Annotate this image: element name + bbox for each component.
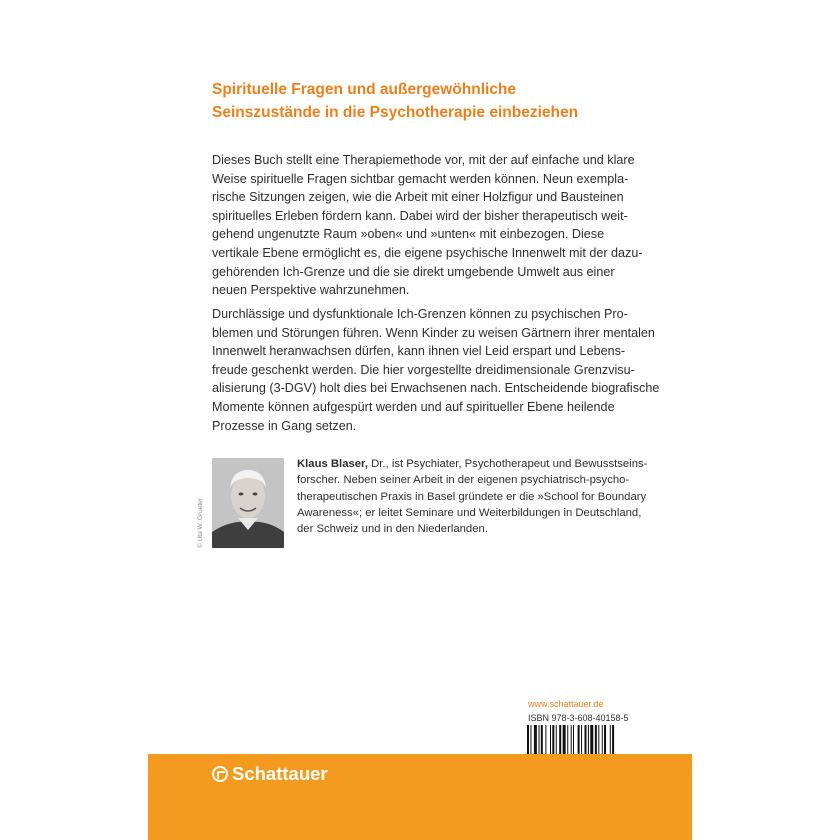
text-line: neuen Perspektive wahrzunehmen. [212, 283, 410, 298]
headline-line: Seinszustände in die Psychotherapie einbeziehen [212, 104, 579, 121]
description-paragraph-1 [212, 151, 642, 300]
text-line: Innenwelt heranwachsen dürfen, kann ihnen viel Leid erspart und Lebens- [212, 344, 626, 359]
text-line: gehörenden Ich-Grenze und die sie direkt umgebende Umwelt aus einer [212, 264, 615, 279]
bio-text: Dr., ist Psychiater, Psychotherapeut und Bewusstseins- [367, 458, 648, 470]
author-name: Klaus Blaser, [297, 458, 368, 470]
headline [212, 78, 632, 124]
publisher-logo [212, 763, 328, 785]
author-portrait-icon [212, 458, 284, 548]
bio-line: forscher. Neben seiner Arbeit in der eigenen psychiatrisch-psycho- [297, 474, 630, 487]
bio-line: Awareness«; er leitet Seminare und Weiterbildungen in Deutschland, [297, 506, 642, 519]
text-line: alisierung (3-DGV) holt dies bei Erwachsenen nach. Entscheidende biografische [212, 381, 660, 396]
text-line: freude geschenkt werden. Die hier vorgestellte dreidimensionale Grenzvisu- [212, 362, 635, 377]
text-line: vertikale Ebene ermöglicht es, die eigene psychische Innenwelt mit der dazu- [212, 245, 643, 260]
description-paragraph-2 [212, 305, 660, 435]
headline-line: Spirituelle Fragen und außergewöhnliche [212, 81, 517, 98]
bio-line: therapeutischen Praxis in Basel gründete er die »School for Boundary [297, 490, 647, 503]
text-line: gehend ungenutzte Raum »oben« und »unten« mit einbezogen. Diese [212, 227, 605, 242]
text-line: blemen und Störungen führen. Wenn Kinder zu weisen Gärtnern ihrer mentalen [212, 325, 655, 340]
publisher-website: www.schattauer.de [528, 699, 604, 709]
bio-first-line [297, 456, 648, 472]
isbn: ISBN 978-3-608-40158-5 [528, 713, 629, 723]
text-line: rische Sitzungen zeigen, wie die Arbeit mit einer Holzfigur und Bausteinen [212, 190, 624, 205]
publisher-name: Schattauer [232, 763, 328, 784]
text-line: Dieses Buch stellt eine Therapiemethode vor, mit der auf einfache und klare [212, 153, 635, 167]
barcode-icon [527, 725, 645, 755]
author-bio [297, 456, 648, 537]
text-line: Weise spirituelle Fragen sichtbar gemacht werden können. Neun exempla- [212, 171, 629, 186]
photo-credit: © Uta W. Grueter [197, 498, 204, 548]
text-line: Durchlässige und dysfunktionale Ich-Grenzen können zu psychischen Pro- [212, 307, 628, 321]
schattauer-logo-icon [212, 766, 228, 782]
text-line: Momente können aufgespürt werden und auf spiritueller Ebene heilende [212, 399, 615, 414]
text-line: spirituelles Erleben fördern kann. Dabei wird der bisher therapeutisch weit- [212, 208, 628, 223]
bio-line: der Schweiz und in den Niederlanden. [297, 523, 488, 536]
author-photo [212, 458, 284, 548]
text-line: Prozesse in Gang setzen. [212, 418, 357, 433]
